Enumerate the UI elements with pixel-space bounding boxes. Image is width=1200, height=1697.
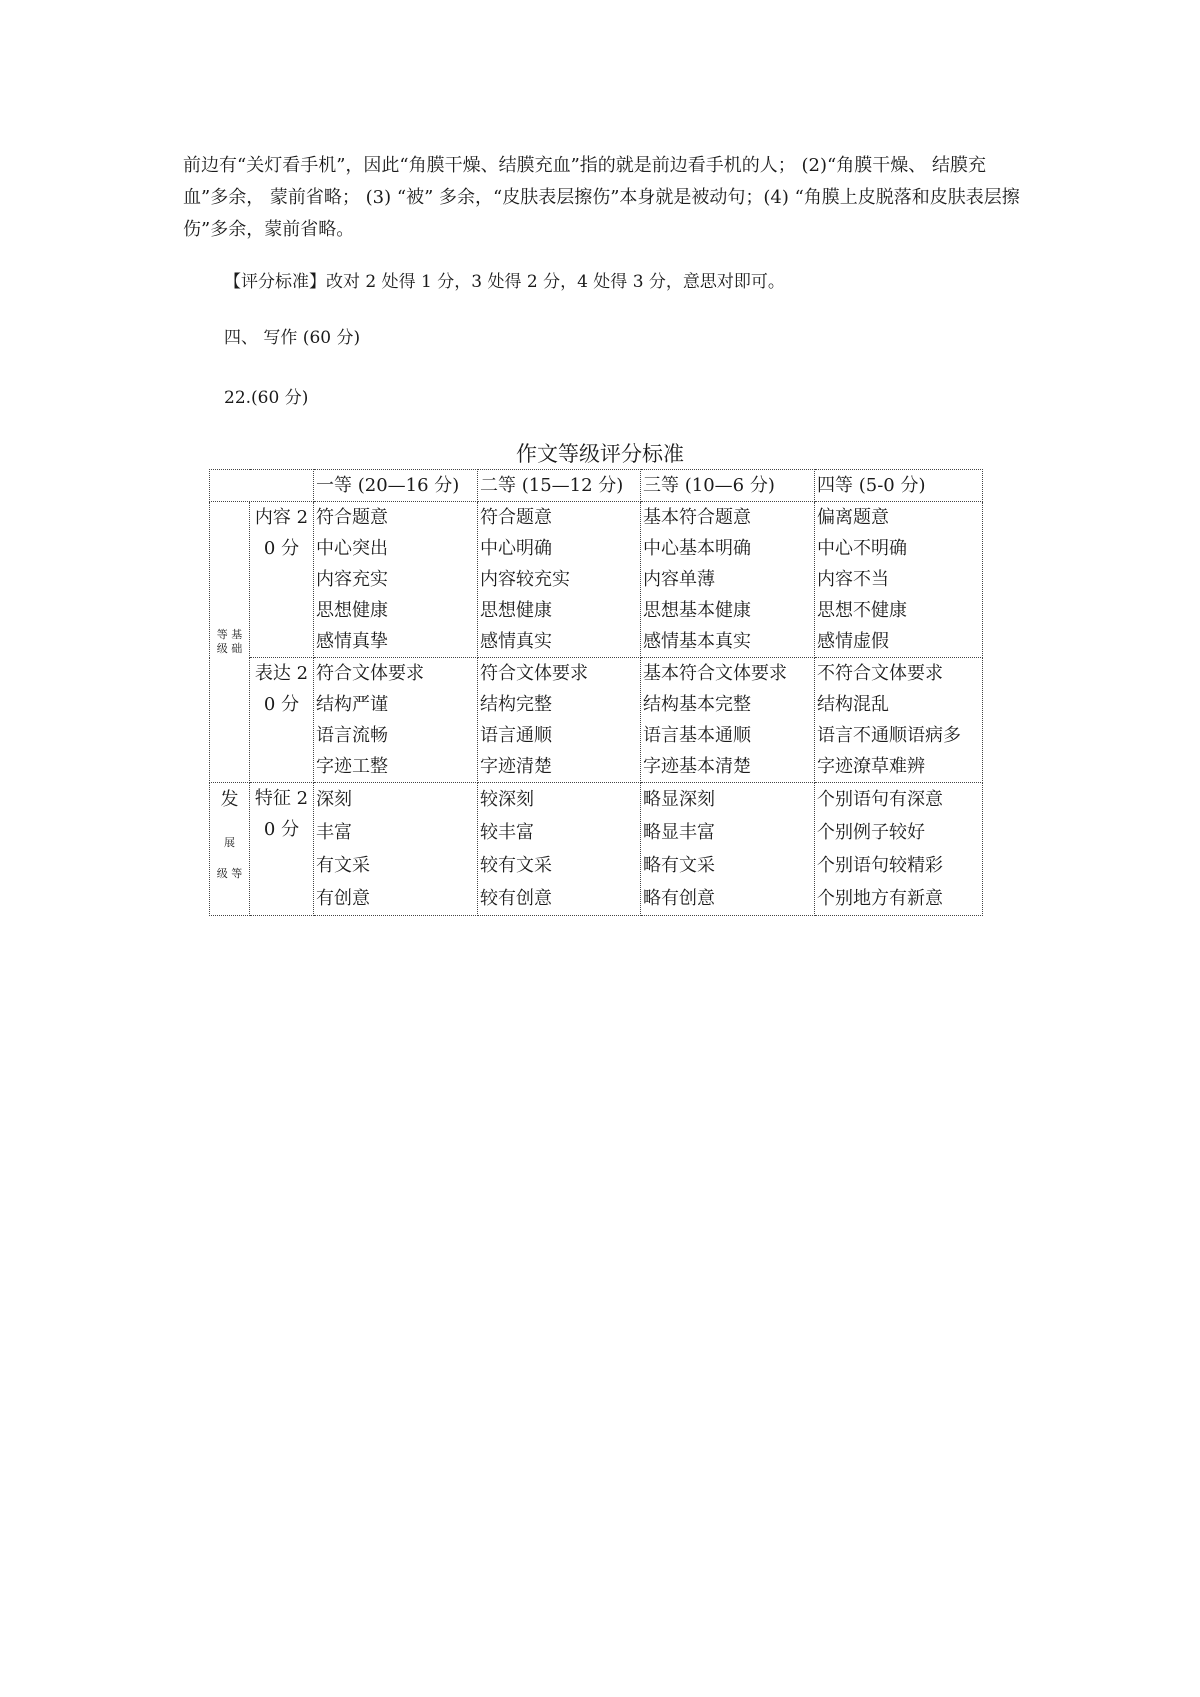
content-grade-1: 符合题意 中心突出 内容充实 思想健康 感情真挚: [314, 502, 478, 658]
row-label-content: 内容 2 0 分: [250, 502, 314, 658]
grading-table: [209, 469, 983, 916]
section-heading: 四、 写作 (60 分): [224, 328, 361, 348]
header-grade-4: 四等 (5-0 分): [815, 470, 983, 502]
answer-paragraph: 前边有“关灯看手机”，因此“角膜干燥、结膜充血”指的就是前边看手机的人； (2)“角膜干燥、 结膜充血”多余， 蒙前省略； (3) “被” 多余，“皮肤表层擦伤”本身就是被动句；(4) “角膜上皮脱落和皮肤表层擦伤”多余，蒙前省略。: [183, 155, 1020, 240]
scoring-criteria: 【评分标准】改对 2 处得 1 分，3 处得 2 分，4 处得 3 分，意思对即可。: [224, 272, 785, 292]
table-row-content: [210, 502, 983, 658]
table-row-expression: [210, 658, 983, 783]
table-header-row: [210, 470, 983, 502]
content-grade-2: 符合题意 中心明确 内容较充实 思想健康 感情真实: [478, 502, 641, 658]
expression-grade-3: 基本符合文体要求 结构基本完整 语言基本通顺 字迹基本清楚: [641, 658, 815, 783]
expression-grade-2: 符合文体要求 结构完整 语言通顺 字迹清楚: [478, 658, 641, 783]
content-grade-4: 偏离题意 中心不明确 内容不当 思想不健康 感情虚假: [815, 502, 983, 658]
table-row-feature: [210, 783, 983, 916]
row-label-feature: 特征 2 0 分: [250, 783, 314, 916]
expression-grade-4: 不符合文体要求 结构混乱 语言不通顺语病多 字迹潦草难辨: [815, 658, 983, 783]
header-grade-2: 二等 (15—12 分): [478, 470, 641, 502]
header-blank: [210, 470, 314, 502]
header-grade-3: 三等 (10—6 分): [641, 470, 815, 502]
row-label-expression: 表达 2 0 分: [250, 658, 314, 783]
feature-grade-2: 较深刻 较丰富 较有文采 较有创意: [478, 783, 641, 916]
content-grade-3: 基本符合题意 中心基本明确 内容单薄 思想基本健康 感情基本真实: [641, 502, 815, 658]
feature-grade-1: 深刻 丰富 有文采 有创意: [314, 783, 478, 916]
table-title: 作文等级评分标准: [516, 442, 684, 466]
question-number: 22.(60 分): [224, 388, 309, 408]
header-grade-1: 一等 (20—16 分): [314, 470, 478, 502]
group-basic-label: 等 基 级 础: [210, 502, 250, 783]
feature-grade-4: 个别语句有深意 个别例子较好 个别语句较精彩 个别地方有新意: [815, 783, 983, 916]
group-development-label: 发 展 级 等: [210, 783, 250, 916]
feature-grade-3: 略显深刻 略显丰富 略有文采 略有创意: [641, 783, 815, 916]
expression-grade-1: 符合文体要求 结构严谨 语言流畅 字迹工整: [314, 658, 478, 783]
